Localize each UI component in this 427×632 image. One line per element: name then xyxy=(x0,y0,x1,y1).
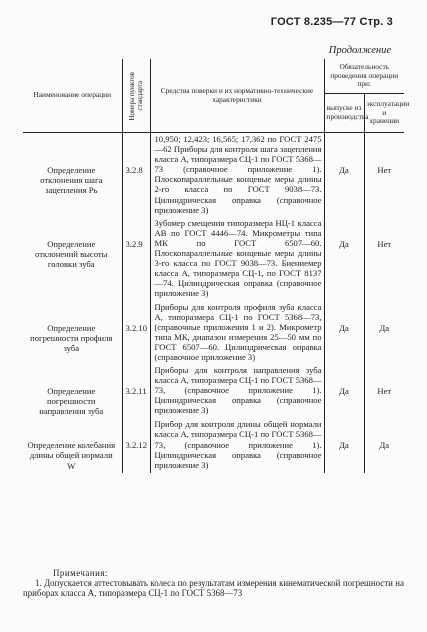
service-value: Да xyxy=(364,418,404,472)
table-row xyxy=(23,418,404,472)
operation-name: Определение погрешности направления зуба xyxy=(39,386,104,417)
header-clause-number: Номера пунктов стандарта xyxy=(122,59,150,133)
notes-section xyxy=(23,568,404,599)
release-value: Да xyxy=(324,217,364,301)
operation-name: Определение отклонения шага зацепления Pь xyxy=(40,165,103,196)
clause-number: 3.2.11 xyxy=(122,364,150,418)
clause-number: 3.2.9 xyxy=(122,217,150,301)
means-description: Приборы для контроля профиля зуба класса А, типоразмера СЦ-1 по ГОСТ 5368—73, (справочные приложения 1 и 2). Микрометр типа МК, диапазон измерения 25—50 мм по ГОСТ 6507—60. Цилиндрическая оправка (справочное приложение 3) xyxy=(150,301,324,365)
table-row xyxy=(23,133,404,217)
means-description: Зубомер смещения типоразмера НЦ-1 класса АВ по ГОСТ 4446—74. Микрометры типа МК по ГОСТ 6507—60. Плоскопараллельные концевые меры длины 3-го класса по ГОСТ 9038—73. Биениемер класса А, типоразмера СЦ-1, по ГОСТ 8137—74. Цилиндрическая оправка (справочное приложение 3) xyxy=(150,217,324,301)
clause-number: 3.2.12 xyxy=(122,418,150,472)
means-description: 10,950; 12,423; 16,565; 17,362 по ГОСТ 2475—62 Приборы для контроля шага зацепления класса А, типоразмера СЦ-1 по ГОСТ 5368—73 (справочное приложение 1). Плоскопараллельные концевые меры длины 2-го класса по ГОСТ 9038—73. Цилиндрическая оправка (справочное приложение 3) xyxy=(150,133,324,217)
service-value: Нет xyxy=(364,217,404,301)
operation-name: Определение отклонений высоты головки зуба xyxy=(35,238,108,269)
header-operation: Наименование операции xyxy=(23,59,122,133)
service-value: Нет xyxy=(364,364,404,418)
operation-name: Определение колебания длины общей нормали W xyxy=(27,440,116,471)
means-description: Прибор для контроля длины общей нормали класса А, типоразмера СЦ-1 по ГОСТ 5368—73, (справочное приложение 1). Цилиндрическая оправка (справочное приложение 3) xyxy=(150,418,324,472)
release-value: Да xyxy=(324,301,364,365)
table-row xyxy=(23,301,404,365)
operations-table xyxy=(23,59,410,473)
clause-number: 3.2.8 xyxy=(122,133,150,217)
service-value: Да xyxy=(364,301,404,365)
header-means: Средства поверки и их нормативно-технические характеристики xyxy=(150,59,324,133)
table-row xyxy=(23,364,404,418)
release-value: Да xyxy=(324,364,364,418)
document-reference: ГОСТ 8.235—77 Стр. 3 xyxy=(270,16,393,28)
header-service: эксплуатации и хранении xyxy=(364,94,404,133)
operation-name: Определение погрешности профиля зуба xyxy=(30,322,113,353)
release-value: Да xyxy=(324,133,364,217)
release-value: Да xyxy=(324,418,364,472)
continuation-label: Продолжение xyxy=(328,45,391,56)
note-item: 1. Допускается аттестовывать колеса по результатам измерения кинематической погрешности на приборах класса А, типоразмера СЦ-1 по ГОСТ 5368—73 xyxy=(23,578,404,599)
service-value: Нет xyxy=(364,133,404,217)
header-obligation-group: Обязательность проведения операции при: xyxy=(324,59,404,94)
table-row xyxy=(23,217,404,301)
header-release: выпуске из производства xyxy=(324,94,364,133)
clause-number: 3.2.10 xyxy=(122,301,150,365)
notes-title: Примечания: xyxy=(53,568,108,578)
means-description: Приборы для контроля направления зуба класса А, типоразмера СЦ-1 по ГОСТ 5368—73, (справочное приложение 1). Цилиндрическая оправка (справочное приложение 3) xyxy=(150,364,324,418)
